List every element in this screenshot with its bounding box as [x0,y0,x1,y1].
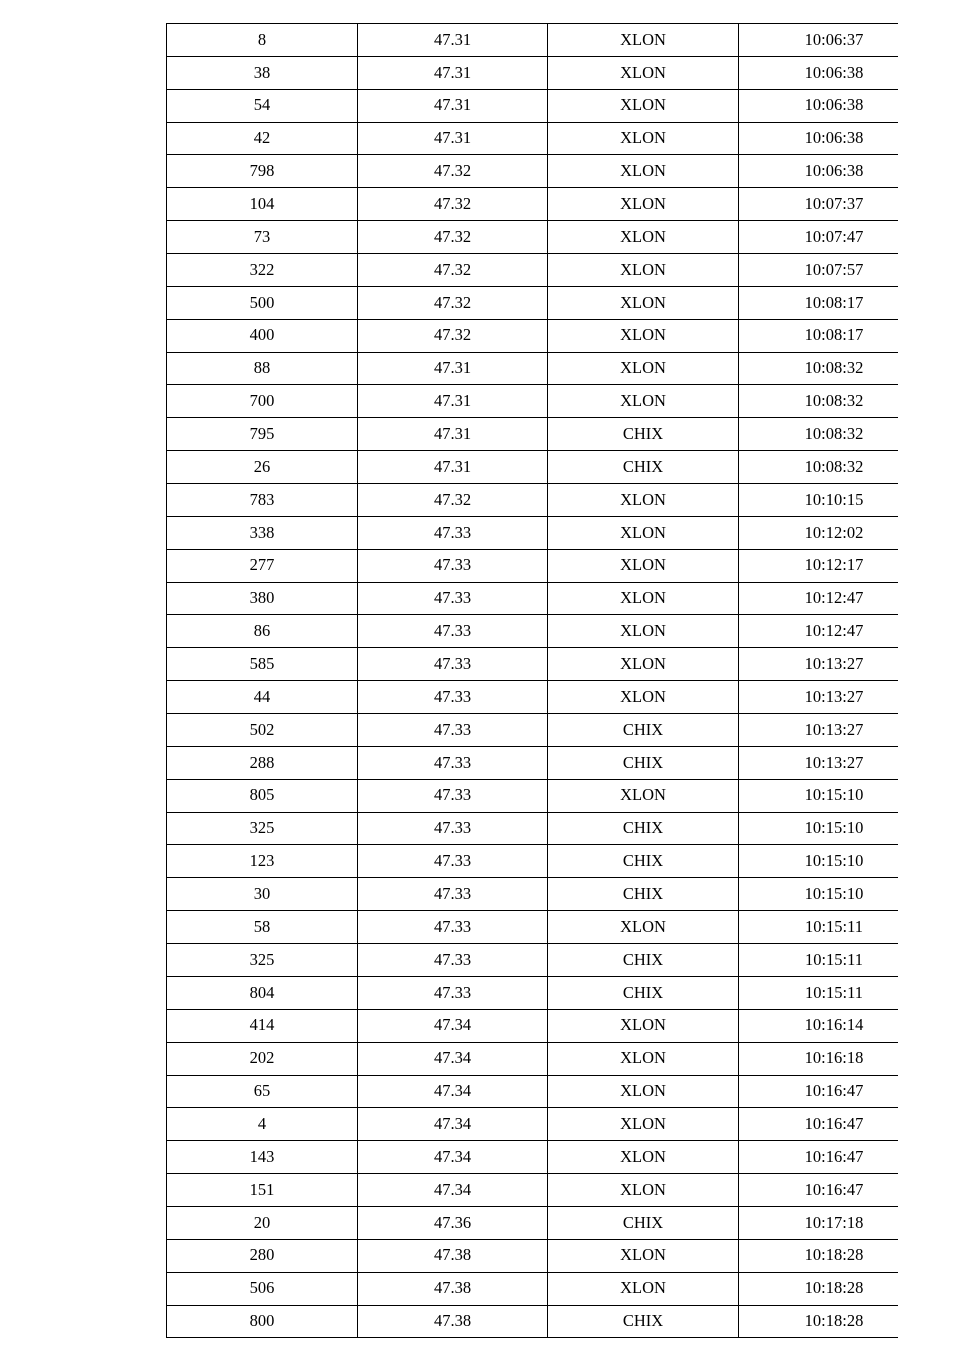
table-row [167,582,930,615]
table-row [167,56,930,89]
venue-cell: CHIX [548,1305,739,1338]
table-row [167,1141,930,1174]
price-cell: 47.31 [358,56,548,89]
table-row [167,648,930,681]
venue-cell: XLON [548,254,739,287]
volume-cell: 65 [167,1075,358,1108]
volume-cell: 380 [167,582,358,615]
volume-cell: 38 [167,56,358,89]
volume-cell: 86 [167,615,358,648]
venue-cell: XLON [548,24,739,57]
volume-cell: 277 [167,549,358,582]
time-cell: 10:15:11 [739,976,930,1009]
table-row [167,1206,930,1239]
table-row [167,352,930,385]
time-cell: 10:08:17 [739,286,930,319]
price-cell: 47.32 [358,254,548,287]
volume-cell: 44 [167,681,358,714]
table-row [167,516,930,549]
time-cell: 10:12:47 [739,582,930,615]
time-cell: 10:15:11 [739,944,930,977]
volume-cell: 783 [167,484,358,517]
price-cell: 47.33 [358,878,548,911]
table-row [167,484,930,517]
volume-cell: 151 [167,1174,358,1207]
price-cell: 47.34 [358,1075,548,1108]
venue-cell: XLON [548,1174,739,1207]
venue-cell: XLON [548,582,739,615]
venue-cell: XLON [548,352,739,385]
table-row [167,385,930,418]
table-row [167,451,930,484]
venue-cell: XLON [548,286,739,319]
venue-cell: XLON [548,385,739,418]
venue-cell: CHIX [548,845,739,878]
price-cell: 47.33 [358,615,548,648]
price-cell: 47.34 [358,1042,548,1075]
venue-cell: XLON [548,1141,739,1174]
volume-cell: 288 [167,746,358,779]
time-cell: 10:15:10 [739,878,930,911]
venue-cell: XLON [548,1108,739,1141]
time-cell: 10:15:10 [739,779,930,812]
venue-cell: CHIX [548,746,739,779]
volume-cell: 795 [167,418,358,451]
price-cell: 47.33 [358,812,548,845]
time-cell: 10:18:28 [739,1239,930,1272]
time-cell: 10:08:32 [739,418,930,451]
volume-cell: 73 [167,221,358,254]
table-row [167,89,930,122]
venue-cell: XLON [548,549,739,582]
table-row [167,286,930,319]
table-row [167,1042,930,1075]
price-cell: 47.33 [358,648,548,681]
venue-cell: XLON [548,1009,739,1042]
venue-cell: CHIX [548,418,739,451]
venue-cell: XLON [548,911,739,944]
table-row [167,319,930,352]
time-cell: 10:17:18 [739,1206,930,1239]
time-cell: 10:12:17 [739,549,930,582]
time-cell: 10:16:47 [739,1141,930,1174]
time-cell: 10:16:18 [739,1042,930,1075]
time-cell: 10:12:02 [739,516,930,549]
price-cell: 47.33 [358,779,548,812]
time-cell: 10:10:15 [739,484,930,517]
price-cell: 47.34 [358,1141,548,1174]
venue-cell: XLON [548,1272,739,1305]
table-row [167,812,930,845]
price-cell: 47.32 [358,319,548,352]
volume-cell: 414 [167,1009,358,1042]
time-cell: 10:16:47 [739,1174,930,1207]
venue-cell: XLON [548,122,739,155]
time-cell: 10:13:27 [739,714,930,747]
table-row [167,221,930,254]
venue-cell: XLON [548,188,739,221]
table-row [167,155,930,188]
time-cell: 10:16:14 [739,1009,930,1042]
venue-cell: XLON [548,56,739,89]
trades-table-body [167,24,930,1338]
volume-cell: 123 [167,845,358,878]
time-cell: 10:18:28 [739,1272,930,1305]
price-cell: 47.31 [358,385,548,418]
time-cell: 10:15:10 [739,845,930,878]
price-cell: 47.33 [358,944,548,977]
time-cell: 10:06:38 [739,56,930,89]
price-cell: 47.31 [358,451,548,484]
volume-cell: 804 [167,976,358,1009]
volume-cell: 400 [167,319,358,352]
time-cell: 10:08:32 [739,385,930,418]
volume-cell: 325 [167,812,358,845]
venue-cell: CHIX [548,1206,739,1239]
table-row [167,1075,930,1108]
trades-table [166,23,930,1338]
table-row [167,1239,930,1272]
time-cell: 10:12:47 [739,615,930,648]
price-cell: 47.32 [358,286,548,319]
volume-cell: 798 [167,155,358,188]
time-cell: 10:16:47 [739,1108,930,1141]
price-cell: 47.32 [358,221,548,254]
time-cell: 10:13:27 [739,746,930,779]
venue-cell: XLON [548,516,739,549]
time-cell: 10:06:38 [739,89,930,122]
price-cell: 47.32 [358,484,548,517]
volume-cell: 325 [167,944,358,977]
table-row [167,254,930,287]
price-cell: 47.33 [358,549,548,582]
time-cell: 10:07:57 [739,254,930,287]
price-cell: 47.31 [358,418,548,451]
volume-cell: 143 [167,1141,358,1174]
price-cell: 47.34 [358,1108,548,1141]
venue-cell: XLON [548,484,739,517]
table-row [167,779,930,812]
volume-cell: 202 [167,1042,358,1075]
volume-cell: 8 [167,24,358,57]
venue-cell: CHIX [548,944,739,977]
venue-cell: XLON [548,221,739,254]
price-cell: 47.38 [358,1272,548,1305]
price-cell: 47.34 [358,1174,548,1207]
time-cell: 10:06:38 [739,122,930,155]
volume-cell: 585 [167,648,358,681]
table-row [167,1305,930,1338]
table-row [167,714,930,747]
table-row [167,1272,930,1305]
venue-cell: CHIX [548,714,739,747]
time-cell: 10:15:10 [739,812,930,845]
price-cell: 47.31 [358,352,548,385]
table-row [167,1009,930,1042]
venue-cell: XLON [548,681,739,714]
price-cell: 47.38 [358,1305,548,1338]
time-cell: 10:08:32 [739,451,930,484]
venue-cell: XLON [548,1075,739,1108]
volume-cell: 805 [167,779,358,812]
volume-cell: 502 [167,714,358,747]
time-cell: 10:07:37 [739,188,930,221]
volume-cell: 104 [167,188,358,221]
table-row [167,24,930,57]
price-cell: 47.31 [358,122,548,155]
table-row [167,615,930,648]
table-row [167,911,930,944]
time-cell: 10:18:28 [739,1305,930,1338]
volume-cell: 4 [167,1108,358,1141]
venue-cell: XLON [548,319,739,352]
table-row [167,1174,930,1207]
venue-cell: XLON [548,155,739,188]
table-row [167,845,930,878]
venue-cell: XLON [548,1042,739,1075]
table-row [167,944,930,977]
price-cell: 47.33 [358,976,548,1009]
volume-cell: 26 [167,451,358,484]
volume-cell: 338 [167,516,358,549]
price-cell: 47.38 [358,1239,548,1272]
volume-cell: 280 [167,1239,358,1272]
venue-cell: XLON [548,1239,739,1272]
table-row [167,418,930,451]
time-cell: 10:15:11 [739,911,930,944]
time-cell: 10:13:27 [739,648,930,681]
venue-cell: CHIX [548,812,739,845]
time-cell: 10:08:32 [739,352,930,385]
volume-cell: 506 [167,1272,358,1305]
table-row [167,549,930,582]
venue-cell: CHIX [548,976,739,1009]
venue-cell: XLON [548,779,739,812]
table-row [167,122,930,155]
time-cell: 10:16:47 [739,1075,930,1108]
venue-cell: CHIX [548,451,739,484]
price-cell: 47.33 [358,516,548,549]
time-cell: 10:06:37 [739,24,930,57]
price-cell: 47.34 [358,1009,548,1042]
volume-cell: 30 [167,878,358,911]
price-cell: 47.33 [358,714,548,747]
volume-cell: 54 [167,89,358,122]
venue-cell: CHIX [548,878,739,911]
price-cell: 47.33 [358,911,548,944]
time-cell: 10:13:27 [739,681,930,714]
price-cell: 47.32 [358,188,548,221]
page-right-margin [898,0,965,1365]
time-cell: 10:06:38 [739,155,930,188]
table-row [167,746,930,779]
volume-cell: 500 [167,286,358,319]
table-row [167,878,930,911]
venue-cell: XLON [548,89,739,122]
table-row [167,1108,930,1141]
time-cell: 10:08:17 [739,319,930,352]
volume-cell: 20 [167,1206,358,1239]
volume-cell: 88 [167,352,358,385]
table-row [167,681,930,714]
price-cell: 47.33 [358,845,548,878]
volume-cell: 322 [167,254,358,287]
volume-cell: 700 [167,385,358,418]
venue-cell: XLON [548,648,739,681]
venue-cell: XLON [548,615,739,648]
volume-cell: 800 [167,1305,358,1338]
table-row [167,188,930,221]
volume-cell: 42 [167,122,358,155]
price-cell: 47.33 [358,746,548,779]
price-cell: 47.33 [358,681,548,714]
price-cell: 47.31 [358,24,548,57]
price-cell: 47.32 [358,155,548,188]
price-cell: 47.31 [358,89,548,122]
price-cell: 47.36 [358,1206,548,1239]
volume-cell: 58 [167,911,358,944]
price-cell: 47.33 [358,582,548,615]
table-row [167,976,930,1009]
time-cell: 10:07:47 [739,221,930,254]
